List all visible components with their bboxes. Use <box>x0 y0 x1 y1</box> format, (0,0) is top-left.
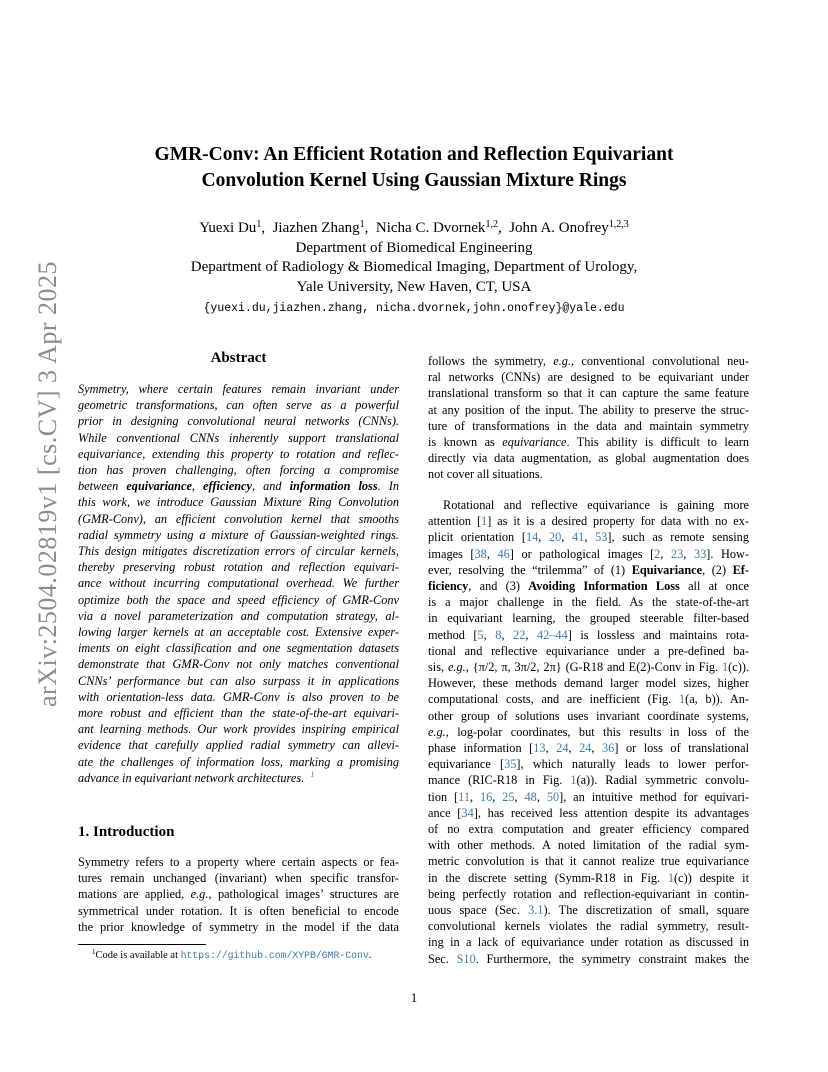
author-name: Nicha C. Dvornek <box>375 220 486 236</box>
text-line: via a novel parameterization and computation strategy, al- <box>78 608 399 623</box>
keyword-information-loss: information loss <box>289 479 378 494</box>
text-line: method [5, 8, 22, 42–44] is lossless and maintains rota- <box>428 627 749 642</box>
citation-link[interactable]: 33 <box>693 546 707 561</box>
intro-paragraph <box>78 854 399 935</box>
citation-link[interactable]: 34 <box>461 805 474 820</box>
text-line: is known as equivariance. This ability is difficult to learn <box>428 435 749 450</box>
section-link[interactable]: 3.1 <box>528 903 544 918</box>
footnote-divider <box>78 944 206 945</box>
author-name: Jiazhen Zhang <box>272 220 360 236</box>
text-line: tional and reflective equivariance under a pre-defined ba- <box>428 643 749 658</box>
citation-link[interactable]: 50 <box>546 789 560 804</box>
citation-link[interactable]: 35 <box>504 757 517 772</box>
citation-link[interactable]: 25 <box>502 789 515 804</box>
text-line: iments on eight classification and one segmentation datasets <box>78 641 399 656</box>
citation-link[interactable]: 16 <box>479 789 493 804</box>
text-line: the prior knowledge of symmetry in the model if the data <box>78 919 399 934</box>
author-affil-mark: 1,2 <box>485 219 498 230</box>
text-line: advance in equivariant network architectures. $^1$ <box>78 769 315 785</box>
citation-link[interactable]: 20 <box>549 530 562 545</box>
citation-link[interactable]: 44 <box>555 627 568 642</box>
abstract-body <box>78 381 399 786</box>
text-line: with orientation-less data. GMR-Conv is also proven to be <box>78 689 399 704</box>
citation-link[interactable]: 14 <box>525 530 539 545</box>
author-name: John A. Onofrey <box>509 220 609 236</box>
affiliations <box>80 239 748 298</box>
citation-link[interactable]: 24 <box>579 741 592 756</box>
citation-link[interactable]: 11 <box>458 789 470 804</box>
text-line: ance without incurring computational overhead. We further <box>78 576 399 591</box>
text-line: in the discrete setting (Symm-R18 in Fig. 1(c)) despite it <box>428 870 750 885</box>
citation-link[interactable]: 38 <box>474 546 487 561</box>
text-line: directly via data augmentation, as global augmentation does <box>428 451 749 466</box>
section-link[interactable]: S10 <box>456 951 476 966</box>
text-line: mance (RIC-R18 in Fig. 1(a)). Radial symmetric convolu- <box>428 773 749 788</box>
text-line: more robust and efficient than the state-of-the-art equivari- <box>78 706 399 721</box>
code-link[interactable]: https://github.com/XYPB/GMR-Conv <box>180 950 369 961</box>
text-line: ture of transformations in the data and maintain symmetry <box>428 418 749 433</box>
text-line: tion has proven challenging, often forcing a compromise <box>78 463 399 478</box>
page-number: 1 <box>410 990 418 1005</box>
text-line: tion [11, 16, 25, 48, 50], an intuitive method for equivari- <box>428 789 749 804</box>
author-list: Yuexi Du$^1$, Jiazhen Zhang$^1$, Nicha C. Dvornek$^{1,2}$, John A. Onofrey$^{1,2,3}$ <box>199 219 629 236</box>
text-line: mations are applied, e.g., pathological images’ structures are <box>78 887 399 902</box>
author-name: Yuexi Du <box>199 220 257 236</box>
text-line: other group of solutions uses invariant coordinate systems, <box>428 708 749 723</box>
figure-link[interactable]: 1 <box>570 773 577 788</box>
text-line: plicit orientation [14, 20, 41, 53], such as remote sensing <box>428 530 749 545</box>
text-line: Sec. S10. Furthermore, the symmetry constraint makes the <box>428 951 749 966</box>
citation-link[interactable]: 1 <box>481 514 488 529</box>
text-line: CNNs’ performance but can also surpass it in applications <box>78 673 399 688</box>
text-line: This design mitigates discretization errors of circular kernels, <box>78 544 399 559</box>
text-line: in equivariant learning, the grouped steerable filter-based <box>428 611 749 626</box>
figure-link[interactable]: 1 <box>667 870 675 885</box>
text-line: computational costs, and are inefficient (Fig. 1(a, b)). An- <box>428 692 750 707</box>
text-line: equivariance [35], which naturally leads to lower perfor- <box>428 757 750 772</box>
text-line: follows the symmetry, e.g., conventional convolutional neu- <box>428 354 749 368</box>
text-line: equivariance, extending this property to rotation and reflec- <box>78 446 399 461</box>
affiliation-line: Yale University, New Haven, CT, USA <box>296 278 532 295</box>
text-line: ing in a lack of equivariance under rotation as discussed in <box>428 935 749 950</box>
citation-link[interactable]: 22 <box>513 627 526 642</box>
title-line: GMR-Conv: An Efficient Rotation and Reflection Equivariant <box>154 144 674 165</box>
text-line: being perfectly rotation and reflection-equivariant in contin- <box>428 886 749 901</box>
affiliation-line: Department of Radiology & Biomedical Imaging, Department of Urology, <box>190 259 638 275</box>
citation-link[interactable]: 8 <box>495 627 502 642</box>
text-line: optimize both the space and speed efficiency of GMR-Conv <box>78 592 399 607</box>
text-line: demonstrate that GMR-Conv not only matches conventional <box>78 657 399 672</box>
citation-link[interactable]: 53 <box>595 530 608 545</box>
text-line: sis, e.g., {π/2, π, 3π/2, 2π} (G-R18 and E(2)-Conv in Fig. 1(c)). <box>428 660 749 675</box>
author-block <box>80 219 748 319</box>
text-line: of no extra computation and greater efficiency compared <box>428 822 749 837</box>
citation-link[interactable]: 42 <box>536 627 550 642</box>
text-line: ance [34], has received less attention despite its advantages <box>428 805 749 820</box>
abstract-heading: Abstract <box>210 350 267 366</box>
text-line: While conventional CNNs inherently support translational <box>78 430 399 445</box>
citation-link[interactable]: 48 <box>524 789 537 804</box>
figure-link[interactable]: 1 <box>722 660 729 675</box>
text-line: (GMR-Conv), an efficient convolution kernel that smooths <box>78 511 399 526</box>
arxiv-identifier: arXiv:2504.02819v1 [cs.CV] 3 Apr 2025 <box>33 260 62 708</box>
text-line: tures remain unchanged (invariant) when specific transfor- <box>78 871 399 886</box>
citation-link[interactable]: 41 <box>572 530 585 545</box>
text-line: translational transform so that it can capture the same feature <box>428 386 749 401</box>
text-line: geometric transformations, can often serve as a powerful <box>78 398 399 413</box>
citation-link[interactable]: 2 <box>654 546 661 561</box>
text-line: Symmetry, where certain features remain invariant under <box>78 382 399 396</box>
text-line: evidence that carefully applied radial symmetry can allevi- <box>78 738 399 753</box>
citation-link[interactable]: 13 <box>533 741 546 756</box>
footnote: $^1$Code is available at https://github.com/XYPB/GMR-Conv. <box>92 948 372 961</box>
citation-link[interactable]: 46 <box>497 546 510 561</box>
text-line: not cover all situations. <box>428 467 543 482</box>
affiliation-line: Department of Biomedical Engineering <box>295 239 533 256</box>
footnote-number: 1 <box>92 948 96 956</box>
author-affil-mark: 1 <box>359 219 365 230</box>
citation-link[interactable]: 36 <box>602 741 615 756</box>
text-line: ate the challenges of information loss, marking a promising <box>78 754 399 769</box>
text-line: this work, we introduce Gaussian Mixture Ring Convolution <box>78 495 399 510</box>
section-heading: 1. Introduction <box>78 824 175 840</box>
text-line: between equivariance, efficiency, and information loss. In <box>78 479 399 494</box>
text-line: lowing larger kernels at an acceptable cost. Extensive exper- <box>78 625 399 640</box>
text-line: with other methods. A noted limitation of the radial sym- <box>428 838 749 853</box>
text-line: radial symmetry using a mixture of Gaussian-weighted rings. <box>78 527 399 542</box>
text-line: metric convolution is that it cannot realize true equivariance <box>428 854 749 869</box>
text-line: However, these methods demand larger model sizes, higher <box>428 676 749 691</box>
citation-link[interactable]: 5 <box>477 627 484 642</box>
text-line: symmetrical under rotation. It is often beneficial to encode <box>78 903 399 918</box>
text-line: is a major challenge in the field. As the state-of-the-art <box>428 595 749 610</box>
title-line: Convolution Kernel Using Gaussian Mixture Rings <box>201 170 627 191</box>
text-line: convolutional kernels violates the radial symmetry, result- <box>428 919 749 934</box>
text-line: thereby preserving robust rotation and reflection equivari- <box>78 560 399 575</box>
text-line: ever, resolving the “trilemma” of (1) Equivariance, (2) Ef- <box>428 562 749 577</box>
text-line: ant learning methods. Our work provides inspiring empirical <box>78 722 399 737</box>
text-line: e.g., log-polar coordinates, but this results in loss of the <box>428 724 749 739</box>
keyword-equivariance: equivariance <box>126 479 192 494</box>
right-paragraph-2 <box>428 497 749 967</box>
right-paragraph-1 <box>428 353 749 483</box>
text-line: attention [1] as it is a desired property for data with no ex- <box>428 514 749 529</box>
text-line: uous space (Sec. 3.1). The discretization of small, square <box>428 903 749 918</box>
text-line: images [38, 46] or pathological images [2, 23, 33]. How- <box>428 546 750 561</box>
author-affil-mark: 1 <box>256 219 262 230</box>
author-emails: {yuexi.du,jiazhen.zhang, nicha.dvornek,john.onofrey}@yale.edu <box>203 302 625 315</box>
author-affil-mark: 1,2,3 <box>608 219 629 230</box>
text-line: prior in designing convolutional neural networks (CNNs). <box>78 414 399 429</box>
citation-link[interactable]: 24 <box>556 741 569 756</box>
footnote-marker[interactable]: 1 <box>310 769 315 779</box>
text-line: ral networks (CNNs) are designed to be equivariant under <box>428 370 749 385</box>
text-line: phase information [13, 24, 24, 36] or loss of translational <box>428 741 749 756</box>
text-line: Rotational and reflective equivariance is gaining more <box>443 498 749 512</box>
text-line: at any position of the input. The ability to preserve the struc- <box>428 402 749 417</box>
paper-title <box>100 142 728 194</box>
figure-link[interactable]: 1 <box>678 692 686 707</box>
text-line: Symmetry refers to a property where certain aspects or fea- <box>78 855 399 869</box>
text-line: ficiency, and (3) Avoiding Information Loss all at once <box>428 579 750 594</box>
keyword-efficiency: efficiency <box>203 479 252 494</box>
citation-link[interactable]: 23 <box>671 546 684 561</box>
